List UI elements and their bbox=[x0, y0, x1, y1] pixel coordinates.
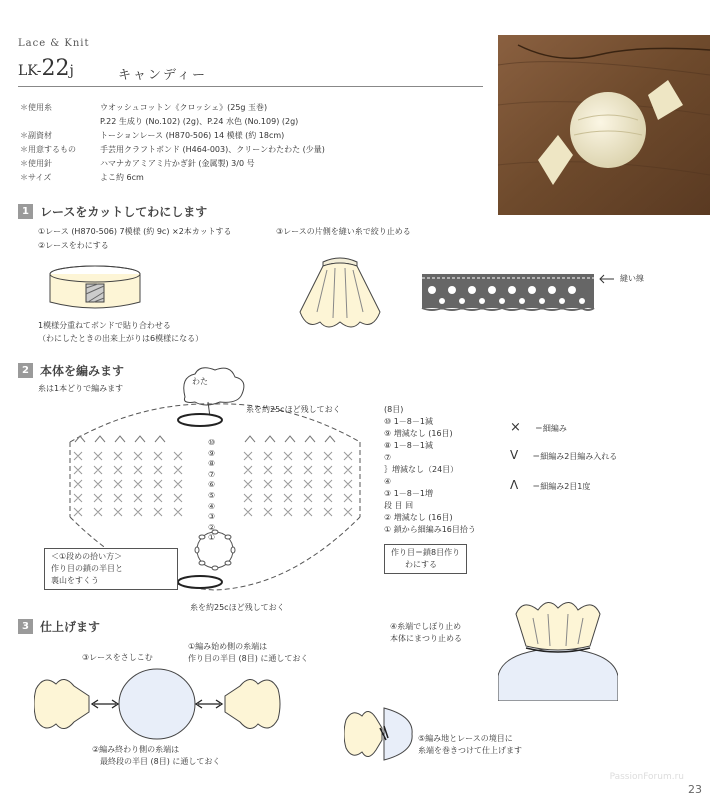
material-value: P.22 生成り (No.102) (2g)、P.24 水色 (No.109) (2g) bbox=[100, 117, 299, 126]
material-row bbox=[20, 101, 325, 115]
material-row bbox=[20, 171, 325, 185]
s1-note1: 1模様分重ねてボンドで貼り合わせる bbox=[38, 321, 171, 330]
s3-step2-line2: 最終段の半目 (8目) に通しておく bbox=[100, 757, 221, 766]
material-value: ウオッシュコットン《クロッシェ》(25g 玉巻) bbox=[100, 103, 268, 112]
legend-text: ＝細編み2目編み入れる bbox=[532, 452, 618, 461]
section-2-number: 2 bbox=[18, 363, 33, 378]
material-value: よこ約 6cm bbox=[100, 173, 144, 182]
decrease-symbol-icon: Λ bbox=[510, 478, 519, 492]
material-row bbox=[20, 115, 325, 129]
row-spec: (8目) bbox=[384, 405, 404, 414]
section-1-title: レースをカットしてわにします bbox=[40, 205, 208, 219]
chart-row-number: ⑦ bbox=[208, 469, 216, 479]
material-row bbox=[20, 157, 325, 171]
material-label: ＊副資材 bbox=[20, 131, 52, 140]
row-spec: ⑨ 増減なし (16目) bbox=[384, 429, 453, 438]
start-chain-box bbox=[384, 544, 467, 574]
s2-bottom-note: 糸を約25cほど残しておく bbox=[190, 603, 285, 612]
cotton-label: わた bbox=[192, 377, 208, 386]
s3-step4-line2: 本体にまつり止める bbox=[390, 634, 462, 643]
gathered-finish-illustration bbox=[498, 596, 618, 701]
chart-row-number: ⑧ bbox=[208, 459, 216, 469]
code-suffix: j bbox=[69, 63, 74, 79]
watermark: PassionForum.ru bbox=[609, 772, 684, 782]
code-prefix: LK- bbox=[18, 63, 42, 79]
s1-step2: ②レースをわにする bbox=[38, 241, 109, 250]
row-spec: ① 鎖から細編み16目拾う bbox=[384, 525, 476, 534]
row-spec: ② 増減なし (16目) bbox=[384, 513, 453, 522]
material-label bbox=[20, 115, 100, 129]
callout-line: 裏山をすくう bbox=[51, 576, 99, 585]
material-label: ＊サイズ bbox=[20, 173, 52, 182]
gathered-lace-illustration bbox=[295, 252, 385, 332]
pattern-code bbox=[18, 56, 74, 81]
brand-label: Lace & Knit bbox=[18, 38, 90, 49]
material-value: ハマナカアミアミ片かぎ針 (金属製) 3/0 号 bbox=[100, 159, 255, 168]
section-3-title: 仕上げます bbox=[40, 620, 101, 634]
callout-line: 作り目の鎖の半目と bbox=[51, 564, 123, 573]
row-spec: ｝増減なし（24目） bbox=[384, 465, 459, 474]
material-row bbox=[20, 129, 325, 143]
legend-increase bbox=[510, 448, 617, 462]
section-1-heading bbox=[18, 203, 207, 220]
section-3-number: 3 bbox=[18, 619, 33, 634]
chart-row-number: ② bbox=[208, 522, 216, 532]
row-spec: ⑦ bbox=[384, 453, 392, 462]
row-spec: ⑩ 1－8－1減 bbox=[384, 417, 433, 426]
material-value: 手芸用クラフトボンド (H464-003)、クリーンわたわた (少量) bbox=[100, 145, 325, 154]
assembly-illustration bbox=[34, 664, 284, 742]
lace-ring-illustration bbox=[48, 262, 148, 317]
chart-row-number: ⑩ bbox=[208, 438, 216, 447]
chart-row-number: ⑨ bbox=[208, 448, 216, 458]
chart-row-number: ③ bbox=[208, 512, 216, 522]
material-row bbox=[20, 143, 325, 157]
material-value: トーションレース (H870-506) 14 模様 (約 18cm) bbox=[100, 131, 285, 140]
pickup-callout bbox=[44, 548, 178, 590]
s3-step3: ③レースをさしこむ bbox=[82, 653, 153, 662]
s3-step1-line2: 作り目の半目 (8目) に通しておく bbox=[188, 654, 309, 663]
callout-title: ＜①段めの拾い方＞ bbox=[51, 552, 123, 561]
s3-step1-line1: ①編み始め側の糸端は bbox=[188, 642, 268, 651]
chart-row-numbers bbox=[208, 438, 226, 544]
legend-text: ＝細編み2目1度 bbox=[532, 482, 591, 491]
legend-decrease bbox=[510, 478, 590, 492]
chart-row-number: ⑥ bbox=[208, 480, 216, 490]
lace-strip-illustration bbox=[420, 270, 600, 312]
row-spec-list bbox=[384, 404, 476, 536]
row-spec: 段 目 回 bbox=[384, 501, 414, 510]
s1-step1: ①レース (H870-506) 7模様 (約 9c) ×2本カットする bbox=[38, 227, 232, 236]
legend-text: ＝細編み bbox=[534, 424, 567, 433]
start-box-line: わにする bbox=[405, 560, 437, 569]
chart-row-number: ① bbox=[208, 533, 216, 543]
chart-row-number: ⑤ bbox=[208, 490, 216, 500]
page-title: キャンディー bbox=[118, 68, 207, 83]
row-spec: ④ bbox=[384, 477, 392, 486]
material-label: ＊使用針 bbox=[20, 159, 52, 168]
candy-photo bbox=[498, 35, 710, 215]
s2-subtitle: 糸は1本どりで編みます bbox=[38, 384, 124, 393]
section-2-title: 本体を編みます bbox=[40, 364, 125, 378]
code-number: 22 bbox=[41, 56, 70, 81]
wrapped-end-illustration bbox=[344, 706, 414, 762]
s3-step2-line1: ②編み終わり側の糸端は bbox=[92, 745, 180, 754]
chart-row-number: ④ bbox=[208, 501, 216, 511]
header-divider bbox=[18, 86, 483, 87]
s1-note2: （わにしたときの出来上がりは6模様になる） bbox=[38, 334, 204, 343]
start-box-line: 作り目＝鎖8目作り bbox=[391, 548, 461, 557]
s3-step5-line1: ⑤編み地とレースの境目に bbox=[418, 734, 513, 743]
legend-single-crochet bbox=[510, 420, 567, 435]
s3-step4-line1: ④糸端でしぼり止め bbox=[390, 622, 462, 631]
arrow-left-icon bbox=[598, 274, 616, 284]
material-label: ＊使用糸 bbox=[20, 103, 52, 112]
page-number: 23 bbox=[688, 783, 702, 796]
increase-symbol-icon: V bbox=[510, 448, 519, 462]
materials-list bbox=[20, 101, 325, 185]
lace-stitch-line-label: 縫い線 bbox=[620, 274, 644, 283]
candy-photo-illustration bbox=[498, 35, 710, 215]
s3-step5-line2: 糸端を巻きつけて仕上げます bbox=[418, 746, 522, 755]
row-spec: ⑧ 1－8－1減 bbox=[384, 441, 433, 450]
s1-step3: ③レースの片側を縫い糸で絞り止める bbox=[276, 227, 411, 236]
s2-top-note: 糸を約25cほど残しておく bbox=[246, 405, 341, 414]
row-spec: ③ 1－8－1増 bbox=[384, 489, 433, 498]
material-label: ＊用意するもの bbox=[20, 145, 76, 154]
section-1-number: 1 bbox=[18, 204, 33, 219]
single-crochet-symbol-icon: × bbox=[510, 420, 521, 435]
section-3-heading bbox=[18, 618, 100, 635]
